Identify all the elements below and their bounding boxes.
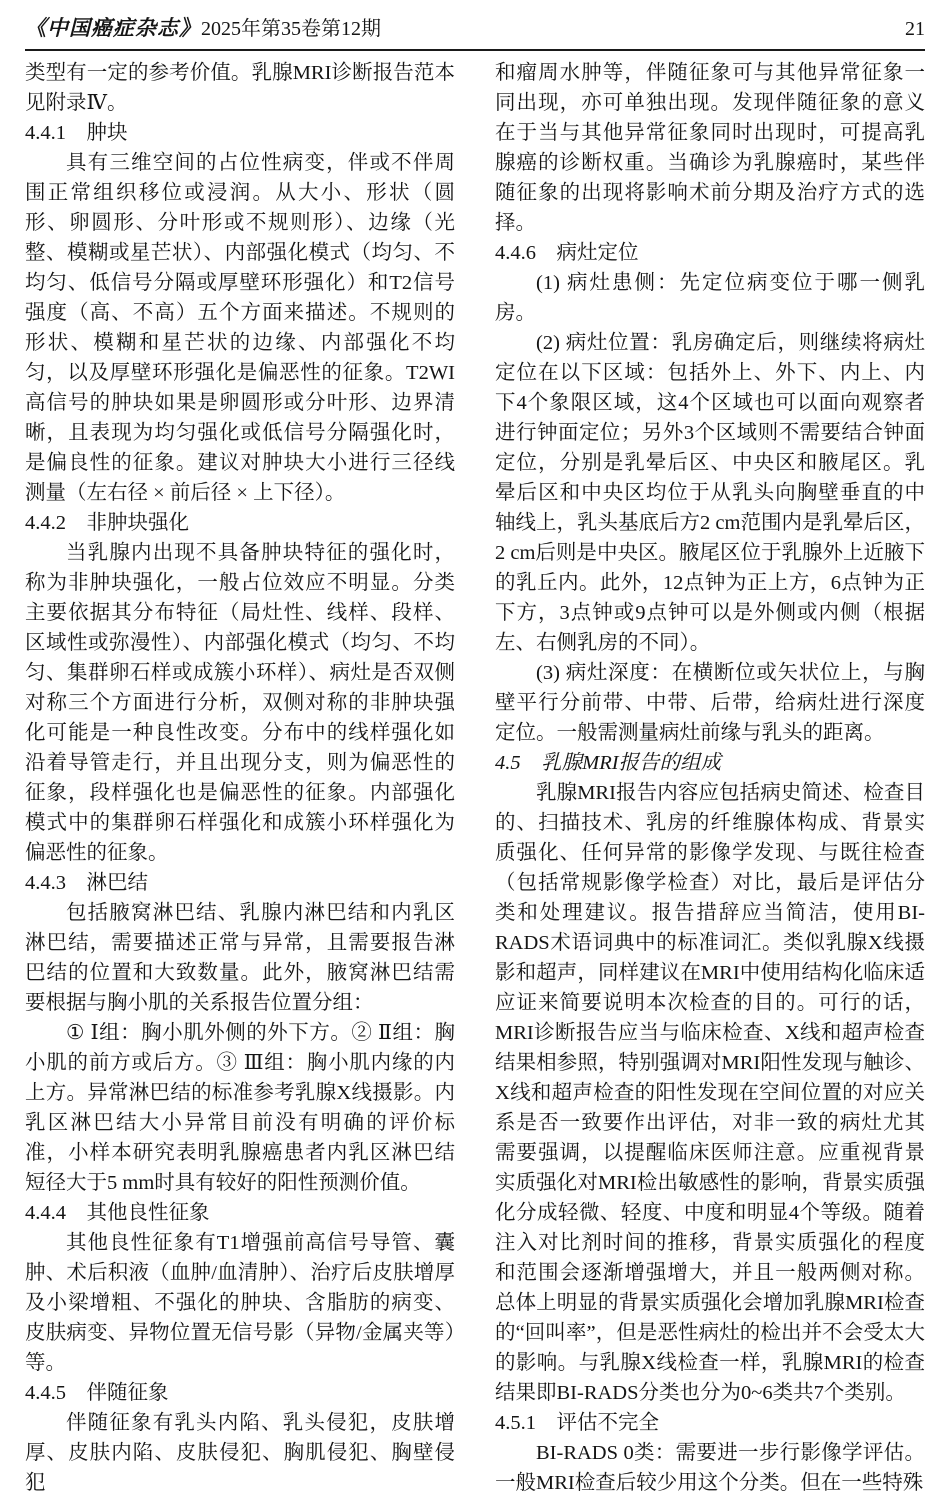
- left-column: [25, 58, 455, 1498]
- paragraph: ① Ⅰ组：胸小肌外侧的外下方。② Ⅱ组：胸小肌的前方或后方。③ Ⅲ组：胸小肌内缘的内上方。异常淋巴结的标准参考乳腺X线摄影。内乳区淋巴结大小异常目前没有明确的评价标准，小样本研究表明乳腺癌患者内乳区淋巴结短径大于5 mm时具有较好的阳性预测价值。: [25, 1022, 455, 1194]
- paragraph: 其他良性征象有T1增强前高信号导管、囊肿、术后积液（血肿/血清肿）、治疗后皮肤增厚及小梁增粗、不强化的肿块、含脂肪的病变、皮肤病变、异物位置无信号影（异物/金属夹等）等。: [25, 1232, 455, 1374]
- running-head: [25, 8, 925, 51]
- paragraph: 和瘤周水肿等，伴随征象可与其他异常征象一同出现，亦可单独出现。发现伴随征象的意义在于当与其他异常征象同时出现时，可提高乳腺癌的诊断权重。当确诊为乳腺癌时，某些伴随征象的出现将影响术前分期及治疗方式的选择。: [495, 62, 925, 234]
- page-number: 21: [905, 18, 925, 40]
- section-heading: 4.4.4 其他良性征象: [25, 1202, 210, 1224]
- paragraph: BI-RADS 0类：需要进一步行影像学评估。一般MRI检查后较少用这个分类。但在一些特殊: [495, 1442, 925, 1494]
- paragraph: 包括腋窝淋巴结、乳腺内淋巴结和内乳区淋巴结，需要描述正常与异常，且需要报告淋巴结的位置和大致数量。此外，腋窝淋巴结需要根据与胸小肌的关系报告位置分组：: [25, 902, 455, 1014]
- journal-title: 《中国癌症杂志》: [25, 16, 201, 40]
- running-head-left: [25, 12, 381, 42]
- section-heading: 4.4.1 肿块: [25, 122, 128, 144]
- right-column: [495, 58, 925, 1498]
- section-heading: 4.4.3 淋巴结: [25, 872, 148, 894]
- issue-info: 2025年第35卷第12期: [201, 18, 381, 40]
- paragraph: 类型有一定的参考价值。乳腺MRI诊断报告范本见附录Ⅳ。: [25, 62, 455, 114]
- section-heading: 4.4.5 伴随征象: [25, 1382, 169, 1404]
- section-heading: 4.4.2 非肿块强化: [25, 512, 189, 534]
- paragraph: 具有三维空间的占位性病变，伴或不伴周围正常组织移位或浸润。从大小、形状（圆形、卵圆形、分叶形或不规则形）、边缘（光整、模糊或星芒状）、内部强化模式（均匀、不均匀、低信号分隔或厚壁环形强化）和T2信号强度（高、不高）五个方面来描述。不规则的形状、模糊和星芒状的边缘、内部强化不均匀，以及厚壁环形强化是偏恶性的征象。T2WI 高信号的肿块如果是卵圆形或分叶形、边界清晰，且表现为均匀强化或低信号分隔强化时，是偏良性的征象。建议对肿块大小进行三径线测量（左右径 × 前后径 × 上下径）。: [25, 152, 455, 504]
- section-heading: 4.5 乳腺MRI报告的组成: [495, 752, 722, 774]
- paragraph: (2) 病灶位置：乳房确定后，则继续将病灶定位在以下区域：包括外上、外下、内上、内下4个象限区域，这4个区域也可以面向观察者进行钟面定位；另外3个区域则不需要结合钟面定位，分别是乳晕后区、中央区和腋尾区。乳晕后区和中央区均位于从乳头向胸壁垂直的中轴线上，乳头基底后方2 cm范围内是乳晕后区，2 cm后则是中央区。腋尾区位于乳腺外上近腋下的乳丘内。此外，12点钟为正上方，6点钟为正下方，3点钟或9点钟可以是外侧或内侧（根据左、右侧乳房的不同）。: [495, 332, 925, 654]
- paragraph: 当乳腺内出现不具备肿块特征的强化时，称为非肿块强化，一般占位效应不明显。分类主要依据其分布特征（局灶性、线样、段样、区域性或弥漫性）、内部强化模式（均匀、不均匀、集群卵石样或成簇小环样）、病灶是否双侧对称三个方面进行分析，双侧对称的非肿块强化可能是一种良性改变。分布中的线样强化如沿着导管走行，并且出现分支，则为偏恶性的征象，段样强化也是偏恶性的征象。内部强化模式中的集群卵石样强化和成簇小环样强化为偏恶性的征象。: [25, 542, 455, 864]
- section-heading: 4.4.6 病灶定位: [495, 242, 639, 264]
- section-heading: 4.5.1 评估不完全: [495, 1412, 659, 1434]
- paragraph: 乳腺MRI报告内容应包括病史简述、检查目的、扫描技术、乳房的纤维腺体构成、背景实质强化、任何异常的影像学发现、与既往检查（包括常规影像学检查）对比，最后是评估分类和处理建议。报告措辞应当简洁，使用BI-RADS术语词典中的标准词汇。类似乳腺X线摄影和超声，同样建议在MRI中使用结构化临床适应证来简要说明本次检查的目的。可行的话，MRI诊断报告应当与临床检查、X线和超声检查结果相参照，特别强调对MRI阳性发现与触诊、X线和超声检查的阳性发现在空间位置的对应关系是否一致要作出评估，对非一致的病灶尤其需要强调，以提醒临床医师注意。应重视背景实质强化对MRI检出敏感性的影响，背景实质强化分成轻微、轻度、中度和明显4个等级。随着注入对比剂时间的推移，背景实质强化的程度和范围会逐渐增强增大，并且一般两侧对称。总体上明显的背景实质强化会增加乳腺MRI检查的“回叫率”，但是恶性病灶的检出并不会受太大的影响。与乳腺X线检查一样，乳腺MRI的检查结果即BI-RADS分类也分为0~6类共7个类别。: [495, 782, 925, 1404]
- paragraph: (1) 病灶患侧：先定位病变位于哪一侧乳房。: [495, 272, 925, 324]
- paragraph: (3) 病灶深度：在横断位或矢状位上，与胸壁平行分前带、中带、后带，给病灶进行深度定位。一般需测量病灶前缘与乳头的距离。: [495, 662, 925, 744]
- paragraph: 伴随征象有乳头内陷、乳头侵犯，皮肤增厚、皮肤内陷、皮肤侵犯、胸肌侵犯、胸壁侵犯: [25, 1412, 455, 1494]
- text-columns: [25, 58, 925, 1498]
